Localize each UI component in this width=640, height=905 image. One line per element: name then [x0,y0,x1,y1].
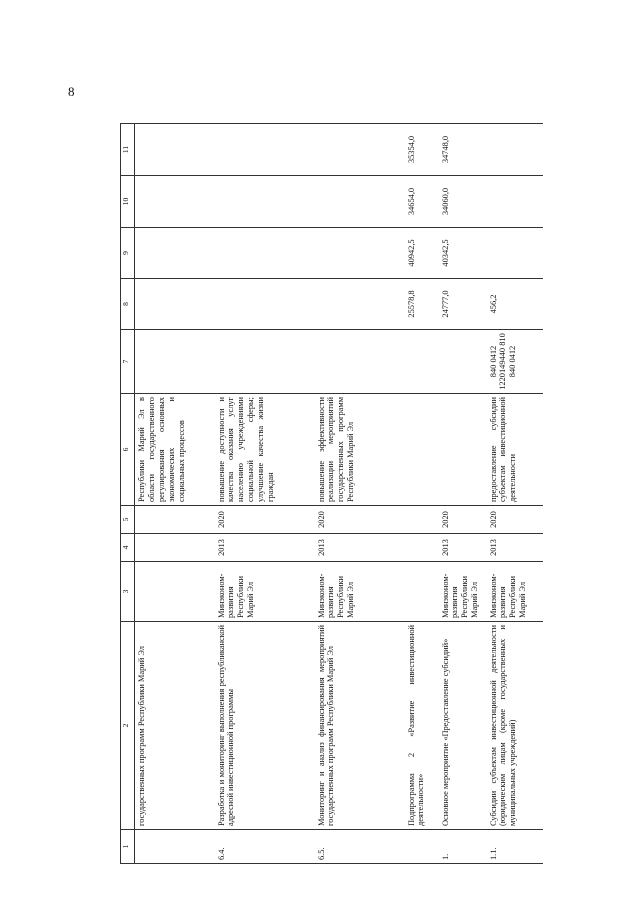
row-executor [405,562,439,622]
row-value-col9: 40342,5 [439,228,487,279]
table-row [315,124,405,864]
header-cell-10: 10 [121,176,135,228]
row-name: Субсидии субъектам инвестиционной деятельности (юридическим лицам (кроме государственных и муниципальных учреждений) [487,622,543,830]
row-executor [135,562,215,622]
row-value-col9 [315,228,405,279]
row-start-year: 2013 [487,534,543,562]
row-name: государственных программ Республики Марий Эл [135,622,215,830]
row-budget-code [405,330,439,394]
row-end-year [135,506,215,534]
row-start-year: 2013 [439,534,487,562]
row-value-col10 [215,176,315,228]
row-name: Основное мероприятие «Предоставление субсидий» [439,622,487,830]
header-cell-2: 2 [121,622,135,830]
row-value-col11 [315,124,405,176]
row-value-col8: 25578,8 [405,279,439,330]
table-row [439,124,487,864]
row-value-col11: 34748,0 [439,124,487,176]
row-result: предоставление субсидии субъектам инвестиционной деятельности [487,394,543,506]
row-budget-code [315,330,405,394]
row-value-col11: 35354,0 [405,124,439,176]
header-cell-4: 4 [121,534,135,562]
row-name: Мониторинг и анализ финансирования мероприятий государственных программ Республики Марий Эл [315,622,405,830]
row-value-col8 [135,279,215,330]
row-value-col9: 40942,5 [405,228,439,279]
header-cell-1: 1 [121,830,135,864]
row-executor: Минэконом-развития Республики Марий Эл [215,562,315,622]
row-value-col8: 456,2 [487,279,543,330]
program-table [120,123,543,864]
row-value-col9 [135,228,215,279]
row-value-col11 [135,124,215,176]
row-budget-code [215,330,315,394]
header-cell-3: 3 [121,562,135,622]
row-executor: Минэконом-развития Республики Марий Эл [315,562,405,622]
row-end-year: 2020 [487,506,543,534]
row-value-col9 [487,228,543,279]
row-value-col11 [215,124,315,176]
table-row [135,124,215,864]
header-cell-5: 5 [121,506,135,534]
row-budget-code [439,330,487,394]
row-number [135,830,215,864]
row-value-col10: 34060,0 [439,176,487,228]
header-cell-9: 9 [121,228,135,279]
header-row [121,124,135,864]
row-end-year: 2020 [439,506,487,534]
table-row [487,124,543,864]
row-end-year: 2020 [215,506,315,534]
page-number: 8 [68,84,75,99]
row-executor: Минэконом-развития Республики Марий Эл [439,562,487,622]
row-value-col11 [487,124,543,176]
row-result: повышение доступности и качества оказания услуг населению учреждениями социальной сферы; улучшение качества жизни граждан [215,394,315,506]
row-name: Подпрограмма 2 «Развитие инвестиционной деятельности» [405,622,439,830]
row-result: повышение эффективности реализации мероприятий государственных программ Республики Марий Эл [315,394,405,506]
row-start-year [135,534,215,562]
row-value-col10 [315,176,405,228]
header-cell-8: 8 [121,279,135,330]
row-result: Республики Марий Эл в области государственного регулирования основных экономических и социальных процессов [135,394,215,506]
row-end-year: 2020 [315,506,405,534]
row-number: 6.5. [315,830,405,864]
row-number: 1.1. [487,830,543,864]
row-end-year [405,506,439,534]
row-number [405,830,439,864]
row-value-col10 [487,176,543,228]
row-budget-code: 840 0412 1220149440 810 840 0412 [487,330,543,394]
row-start-year: 2013 [315,534,405,562]
row-value-col10 [135,176,215,228]
row-number: 6.4. [215,830,315,864]
row-value-col8: 24777,0 [439,279,487,330]
row-budget-code [135,330,215,394]
row-value-col8 [315,279,405,330]
row-number: 1. [439,830,487,864]
header-cell-7: 7 [121,330,135,394]
rotated-table-sheet [120,124,530,864]
table-row [405,124,439,864]
row-start-year [405,534,439,562]
row-result [405,394,439,506]
header-cell-6: 6 [121,394,135,506]
row-result [439,394,487,506]
row-start-year: 2013 [215,534,315,562]
row-value-col10: 34654,0 [405,176,439,228]
table-row [215,124,315,864]
header-cell-11: 11 [121,124,135,176]
row-name: Разработка и мониторинг выполнения республиканской адресной инвестиционной программы [215,622,315,830]
row-value-col9 [215,228,315,279]
row-executor: Минэконом-развития Республики Марий Эл [487,562,543,622]
row-value-col8 [215,279,315,330]
